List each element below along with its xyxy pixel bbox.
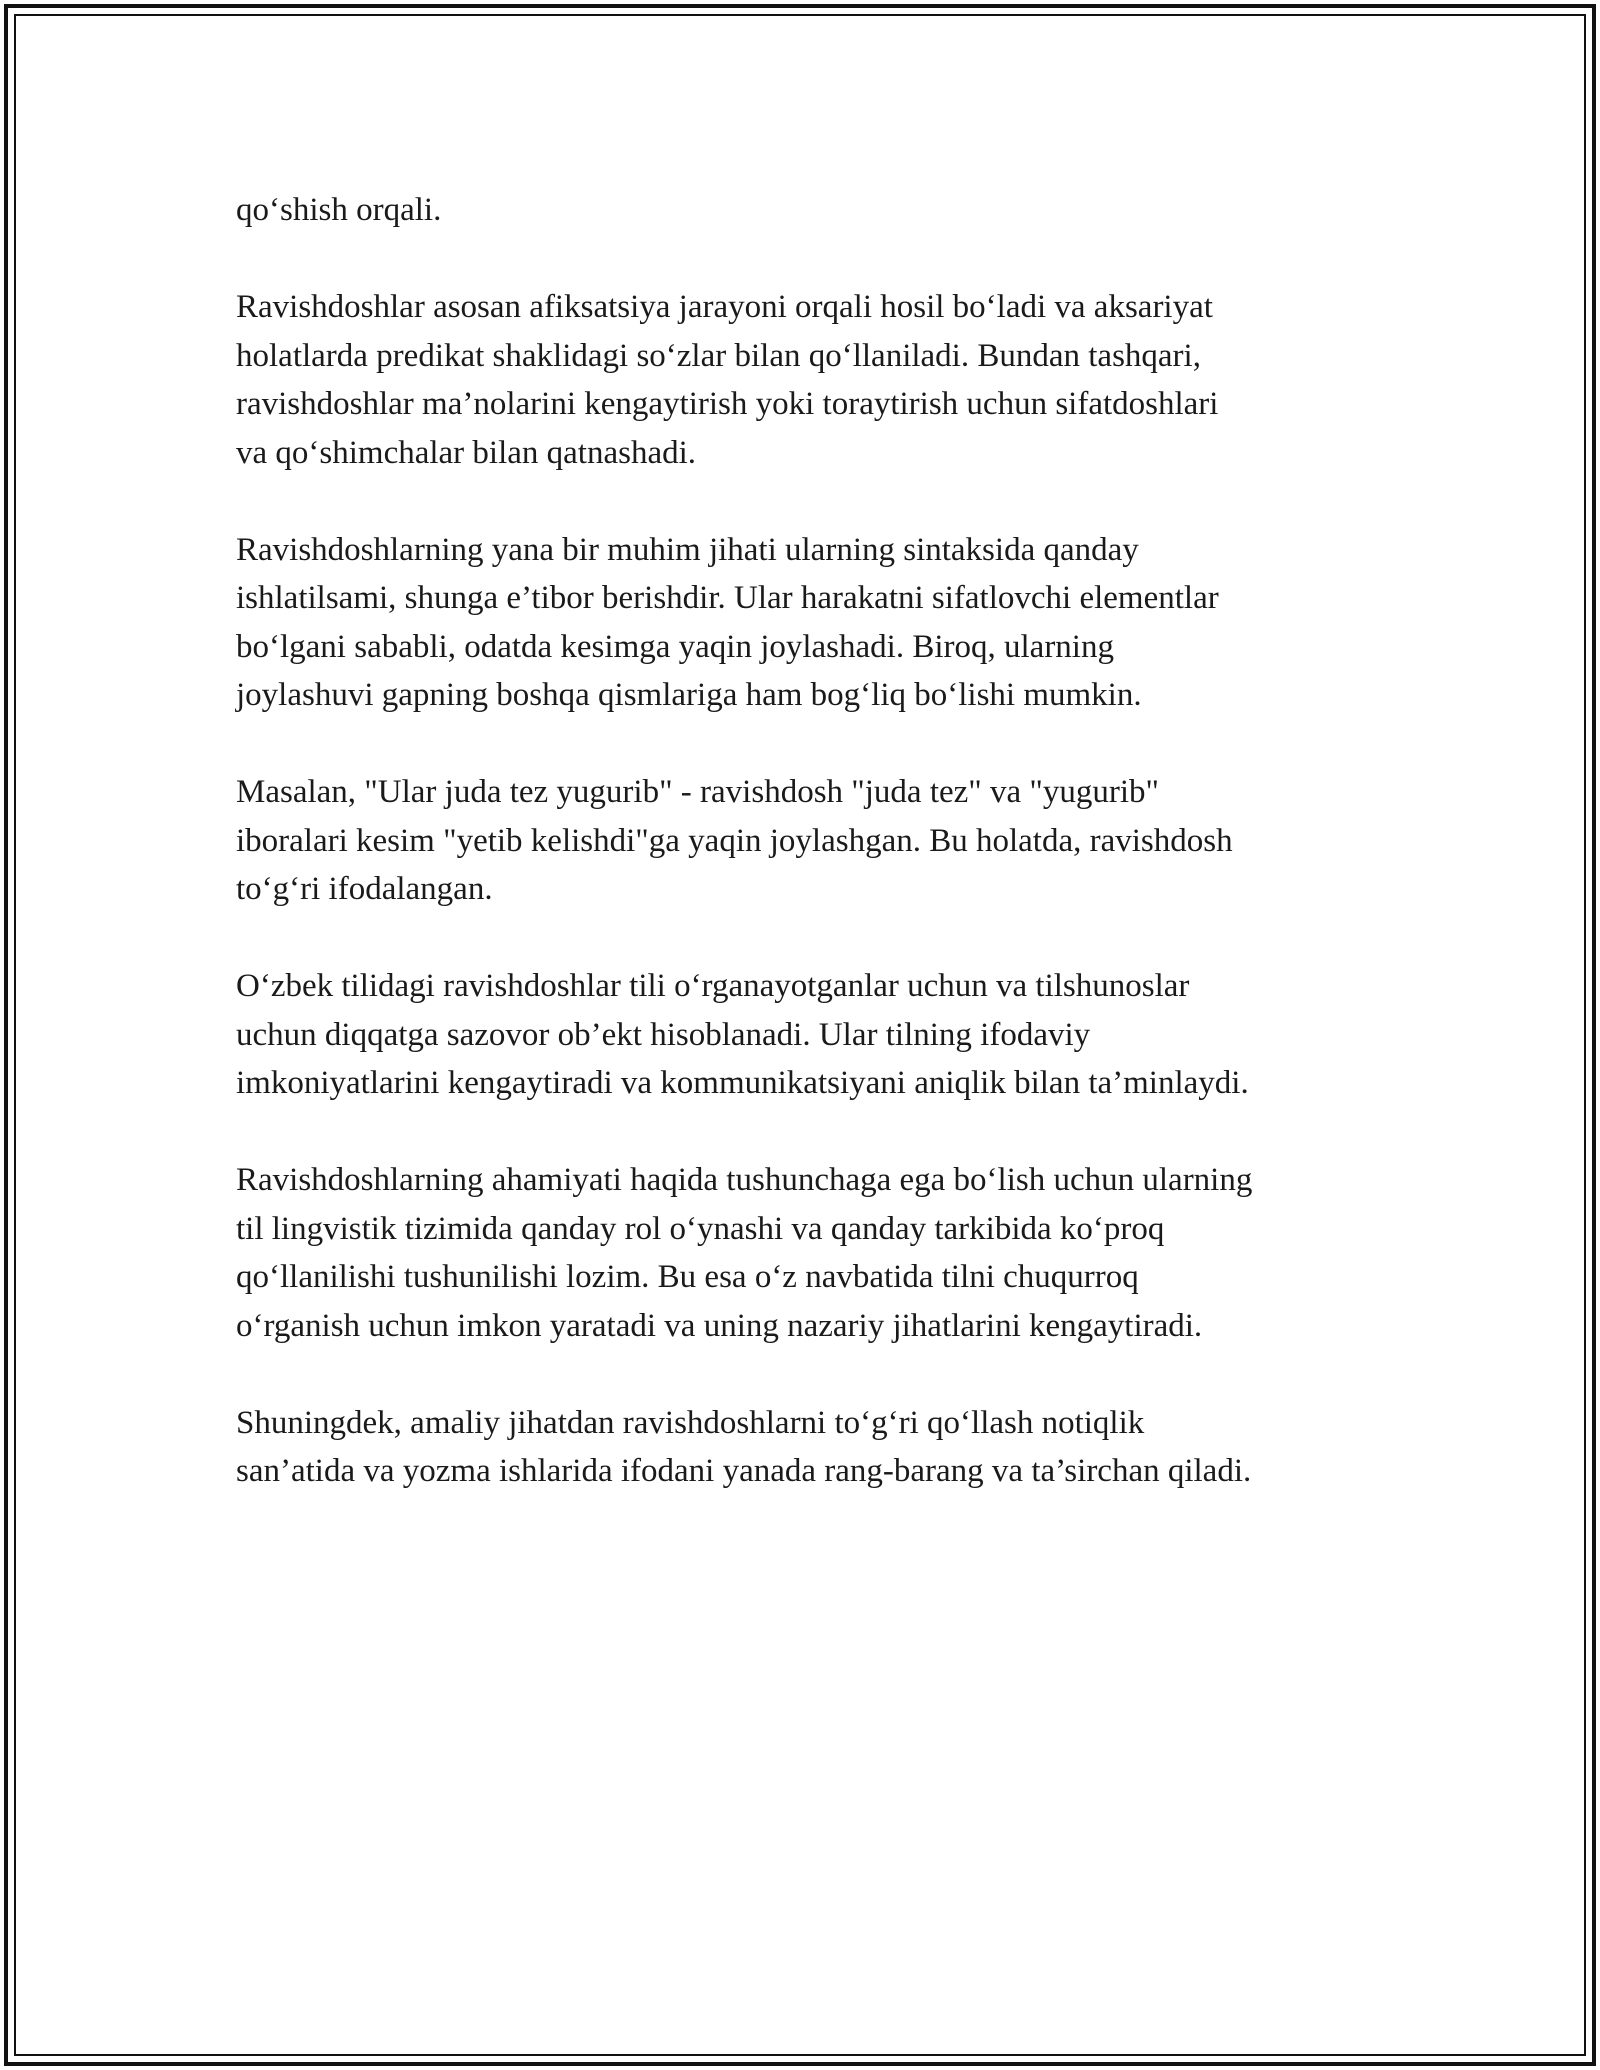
paragraph-6: Ravishdoshlarning ahamiyati haqida tushunchaga ega bo‘lish uchun ularning til lingvistik tizimida qanday rol o‘ynashi va qanday tarkibida ko‘proq qo‘llanilishi tushunilishi lozim. Bu esa o‘z navbatida tilni chuqurroq o‘rganish uchun imkon yaratadi va uning nazariy jihatlarini kengaytiradi.	[236, 1162, 1253, 1344]
document-body	[236, 186, 1376, 1544]
paragraph-3: Ravishdoshlarning yana bir muhim jihati ularning sintaksida qanday ishlatilsami, shunga e’tibor berishdir. Ular harakatni sifatlovchi elementlar bo‘lgani sababli, odatda kesimga yaqin joylashadi. Biroq, ularning joylashuvi gapning boshqa qismlariga ham bog‘liq bo‘lishi mumkin.	[236, 531, 1219, 713]
paragraph-7: Shuningdek, amaliy jihatdan ravishdoshlarni to‘g‘ri qo‘llash notiqlik san’atida va yozma ishlarida ifodani yanada rang-barang va ta’sirchan qiladi.	[236, 1404, 1252, 1489]
paragraph-1: qo‘shish orqali.	[236, 192, 442, 228]
paragraph-5: O‘zbek tilidagi ravishdoshlar tili o‘rganayotganlar uchun va tilshunoslar uchun diqqatga sazovor ob’ekt hisoblanadi. Ular tilning ifodaviy imkoniyatlarini kengaytiradi va kommunikatsiyani aniqlik bilan ta’minlaydi.	[236, 968, 1249, 1101]
paragraph-4: Masalan, "Ular juda tez yugurib" - ravishdosh "juda tez" va "yugurib" iboralari kesim "yetib kelishdi"ga yaqin joylashgan. Bu holatda, ravishdosh to‘g‘ri ifodalangan.	[236, 774, 1233, 907]
paragraph-2: Ravishdoshlar asosan afiksatsiya jarayoni orqali hosil bo‘ladi va aksariyat holatlarda predikat shaklidagi so‘zlar bilan qo‘llaniladi. Bundan tashqari, ravishdoshlar ma’nolarini kengaytirish yoki toraytirish uchun sifatdoshlari va qo‘shimchalar bilan qatnashadi.	[236, 289, 1219, 471]
